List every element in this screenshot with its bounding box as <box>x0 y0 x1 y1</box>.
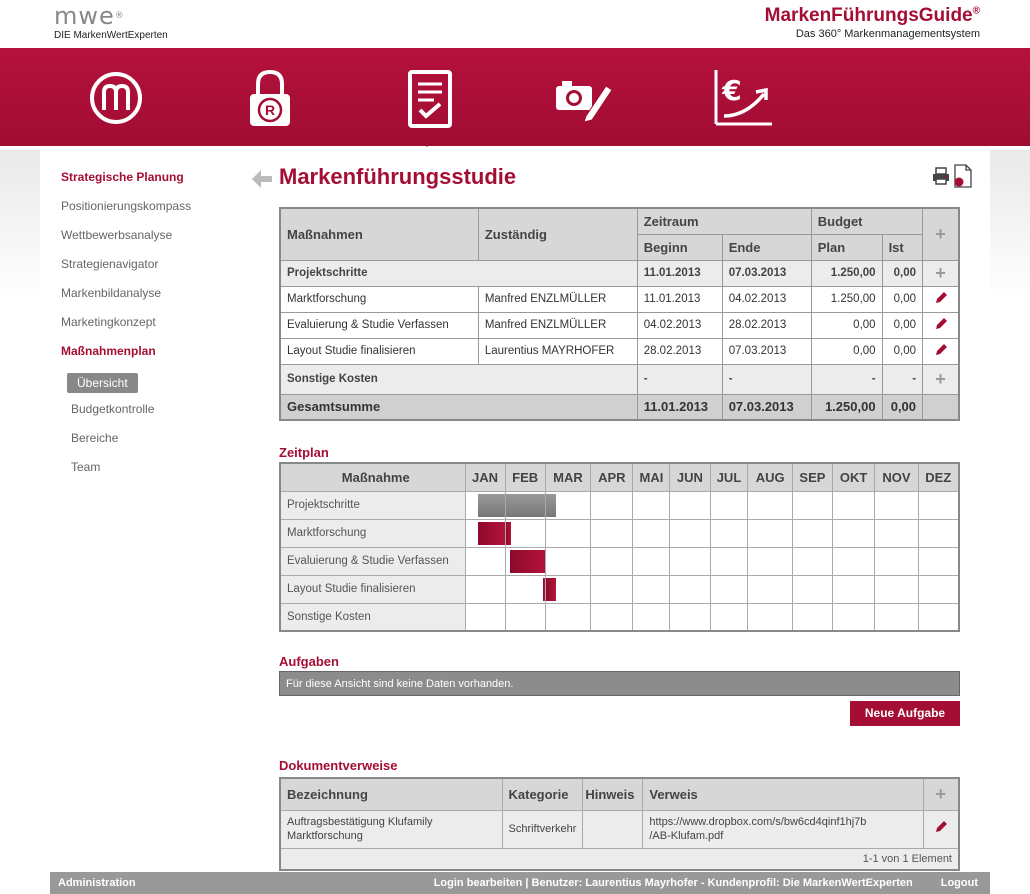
gantt-month-header: APR <box>591 463 633 491</box>
col-kategorie: Kategorie <box>502 778 583 810</box>
gantt-cell <box>792 547 832 575</box>
footer-bar <box>50 872 990 894</box>
gantt-cell <box>748 575 792 603</box>
gantt-month-header: JUL <box>710 463 748 491</box>
registered-lock-icon[interactable] <box>238 66 302 130</box>
col-zeitraum: Zeitraum <box>637 208 811 234</box>
edit-document-button[interactable] <box>923 810 959 848</box>
total-empty-cell <box>923 394 959 420</box>
gantt-bar <box>478 522 505 545</box>
gantt-cell <box>748 519 792 547</box>
row-ende: 07.03.2013 <box>722 338 811 364</box>
gantt-month-header: OKT <box>832 463 874 491</box>
page-title-row <box>251 164 977 194</box>
gantt-cell <box>545 519 590 547</box>
doc-bezeichnung <box>280 810 502 848</box>
doc-kategorie: Schriftverkehr <box>502 810 583 848</box>
pencil-icon <box>934 317 948 331</box>
doc-verweis-line1: https://www.dropbox.com/s/bw6cd4qinf1hj7b <box>649 816 867 828</box>
group-ist: - <box>882 364 922 394</box>
total-row <box>280 394 959 420</box>
gantt-cell <box>918 575 959 603</box>
footer-dash: - <box>697 877 708 889</box>
group-name: Projektschritte <box>280 260 637 286</box>
gantt-cell <box>832 519 874 547</box>
pagination-info: 1-1 von 1 Element <box>280 848 959 870</box>
gantt-cell <box>748 491 792 519</box>
gantt-row <box>280 547 959 575</box>
sidebar-item-strategische-planung[interactable]: Strategische Planung <box>61 170 184 184</box>
print-icon[interactable] <box>931 166 951 186</box>
brand-subtitle: Das 360° Markenmanagementsystem <box>795 28 980 40</box>
plus-icon: + <box>935 369 946 389</box>
doc-bezeichnung-line1: Auftragsbestätigung Klufamily <box>287 816 433 828</box>
document-actions <box>931 164 975 190</box>
gantt-month-header: JAN <box>465 463 505 491</box>
gantt-cell <box>591 547 633 575</box>
gantt-cell <box>832 575 874 603</box>
plus-icon: + <box>935 263 946 283</box>
gantt-cell <box>875 547 918 575</box>
total-label: Gesamtsumme <box>280 394 637 420</box>
table-row <box>280 286 959 312</box>
total-beginn: 11.01.2013 <box>637 394 722 420</box>
gantt-cell <box>505 519 545 547</box>
footer-user-info <box>434 872 978 894</box>
group-row-projektschritte <box>280 260 959 286</box>
gantt-cell <box>670 519 710 547</box>
sidebar-item-massnahmenplan[interactable]: Maßnahmenplan <box>61 344 156 358</box>
gantt-cell <box>591 491 633 519</box>
euro-growth-icon[interactable] <box>710 66 774 130</box>
gantt-cell <box>591 603 633 631</box>
gantt-cell <box>748 603 792 631</box>
gantt-cell <box>670 575 710 603</box>
gantt-cell <box>875 519 918 547</box>
active-subitem-pill: Übersicht <box>67 373 138 393</box>
group-beginn: - <box>637 364 722 394</box>
logo-mark: mwe <box>54 2 115 30</box>
gantt-cell <box>875 491 918 519</box>
plus-icon: + <box>935 784 946 805</box>
total-ende: 07.03.2013 <box>722 394 811 420</box>
pencil-icon <box>934 343 948 357</box>
zeitplan-title: Zeitplan <box>279 445 329 460</box>
edit-row-button[interactable] <box>923 286 959 312</box>
sidebar-item-strategienavigator[interactable]: Strategienavigator <box>61 257 159 271</box>
row-owner: Manfred ENZLMÜLLER <box>478 286 637 312</box>
gantt-cell <box>710 519 748 547</box>
row-beginn: 28.02.2013 <box>637 338 722 364</box>
row-name: Evaluierung & Studie Verfassen <box>280 312 478 338</box>
gantt-month-header: NOV <box>875 463 918 491</box>
gantt-cell <box>505 491 545 519</box>
table-row <box>280 810 959 848</box>
brand-registered: ® <box>972 5 980 17</box>
row-plan: 1.250,00 <box>811 286 882 312</box>
gantt-cell <box>670 547 710 575</box>
camera-pen-icon[interactable] <box>552 66 616 130</box>
gantt-cell <box>465 547 505 575</box>
add-step-button[interactable] <box>923 260 959 286</box>
pdf-icon[interactable] <box>953 164 973 188</box>
gantt-cell <box>545 575 590 603</box>
brand-block <box>765 5 980 40</box>
main-nav <box>0 48 1030 146</box>
doc-verweis-line2: /AB-Klufam.pdf <box>649 830 724 842</box>
gantt-row-label: Evaluierung & Studie Verfassen <box>280 547 465 575</box>
active-nav-pointer <box>417 137 437 147</box>
footer-separator: | <box>522 877 532 889</box>
sidebar-subitem-bereiche[interactable]: Bereiche <box>71 431 119 445</box>
gantt-cell <box>875 603 918 631</box>
login-edit-link[interactable]: Login bearbeiten <box>433 877 523 889</box>
col-hinweis: Hinweis <box>583 778 643 810</box>
row-owner: Laurentius MAYRHOFER <box>478 338 637 364</box>
col-plan: Plan <box>811 234 882 260</box>
back-arrow-icon[interactable] <box>251 168 273 190</box>
row-ist: 0,00 <box>882 338 922 364</box>
group-ist: 0,00 <box>882 260 922 286</box>
gantt-cell <box>465 519 505 547</box>
gantt-row-label: Layout Studie finalisieren <box>280 575 465 603</box>
gantt-bar <box>506 494 545 517</box>
group-name: Sonstige Kosten <box>280 364 637 394</box>
gantt-bar <box>478 494 505 517</box>
row-name: Layout Studie finalisieren <box>280 338 478 364</box>
table-row <box>280 312 959 338</box>
gantt-cell <box>748 547 792 575</box>
pencil-icon <box>934 820 948 834</box>
gantt-cell <box>465 575 505 603</box>
pencil-icon <box>934 291 948 305</box>
measures-table <box>279 207 960 421</box>
gantt-bar <box>506 522 512 545</box>
aufgaben-title: Aufgaben <box>279 654 339 669</box>
row-owner: Manfred ENZLMÜLLER <box>478 312 637 338</box>
gantt-bar <box>546 578 556 601</box>
gantt-cell <box>591 575 633 603</box>
row-name: Marktforschung <box>280 286 478 312</box>
gantt-cell <box>633 575 670 603</box>
gantt-cell <box>633 547 670 575</box>
gantt-cell <box>710 547 748 575</box>
gantt-cell <box>710 575 748 603</box>
gantt-cell <box>670 603 710 631</box>
mwe-logo[interactable] <box>54 4 168 41</box>
gantt-cell <box>505 575 545 603</box>
group-plan: 1.250,00 <box>811 260 882 286</box>
total-ist: 0,00 <box>882 394 922 420</box>
col-ende: Ende <box>722 234 811 260</box>
brand-title: MarkenFührungsGuide <box>764 5 973 26</box>
sidebar-subitem-budgetkontrolle[interactable]: Budgetkontrolle <box>71 402 155 416</box>
gantt-cell <box>792 603 832 631</box>
gantt-cell <box>670 491 710 519</box>
row-beginn: 11.01.2013 <box>637 286 722 312</box>
row-ist: 0,00 <box>882 312 922 338</box>
gantt-table <box>279 462 960 632</box>
gantt-cell <box>918 603 959 631</box>
gantt-cell <box>792 575 832 603</box>
add-cost-button[interactable] <box>923 364 959 394</box>
top-bar <box>40 0 990 48</box>
row-plan: 0,00 <box>811 338 882 364</box>
svg-text:€: € <box>722 74 742 107</box>
col-verweis: Verweis <box>643 778 923 810</box>
sidebar-item-positionierungskompass[interactable]: Positionierungskompass <box>61 199 192 213</box>
documents-table <box>279 777 960 871</box>
gantt-cell <box>633 603 670 631</box>
gantt-cell <box>591 519 633 547</box>
gantt-cell <box>710 491 748 519</box>
col-beginn: Beginn <box>637 234 722 260</box>
gantt-row <box>280 519 959 547</box>
footer-profile: Kundenprofil: Die MarkenWertExperten <box>707 877 913 889</box>
gantt-bar <box>510 550 545 573</box>
dokumente-title: Dokumentverweise <box>279 758 398 773</box>
col-massnahmen: Maßnahmen <box>280 208 478 260</box>
sidebar-item-markenbildanalyse[interactable]: Markenbildanalyse <box>61 286 162 300</box>
gantt-row <box>280 575 959 603</box>
gantt-cell <box>832 491 874 519</box>
group-plan: - <box>811 364 882 394</box>
add-measure-button[interactable] <box>923 208 959 260</box>
gantt-cell <box>918 491 959 519</box>
logo-registered: ® <box>114 11 125 21</box>
col-ist: Ist <box>882 234 922 260</box>
brand-m-icon[interactable] <box>84 66 148 130</box>
gantt-cell <box>792 519 832 547</box>
gantt-cell <box>545 603 590 631</box>
group-row-sonstige-kosten <box>280 364 959 394</box>
add-document-button[interactable] <box>923 778 959 810</box>
gantt-month-header: JUN <box>670 463 710 491</box>
gantt-cell <box>505 547 545 575</box>
doc-bezeichnung-line2: Marktforschung <box>287 830 363 842</box>
gantt-cell <box>505 603 545 631</box>
edit-row-button[interactable] <box>923 338 959 364</box>
gantt-cell <box>465 603 505 631</box>
sidebar-item-marketingkonzept[interactable]: Marketingkonzept <box>61 315 156 329</box>
row-ende: 28.02.2013 <box>722 312 811 338</box>
gantt-cell <box>633 491 670 519</box>
clipboard-check-icon[interactable] <box>398 66 462 130</box>
administration-link[interactable]: Administration <box>58 877 136 889</box>
footer-user: Benutzer: Laurentius Mayrhofer <box>531 877 698 889</box>
gantt-col-header: Maßnahme <box>280 463 465 491</box>
group-ende: - <box>722 364 811 394</box>
col-zustaendig: Zuständig <box>478 208 637 260</box>
gantt-month-header: SEP <box>792 463 832 491</box>
gantt-row-label: Marktforschung <box>280 519 465 547</box>
gantt-cell <box>633 519 670 547</box>
sidebar-item-wettbewerbsanalyse[interactable]: Wettbewerbsanalyse <box>61 228 173 242</box>
gantt-month-header: MAI <box>633 463 670 491</box>
page-title: Markenführungsstudie <box>279 164 517 189</box>
gantt-row-label: Sonstige Kosten <box>280 603 465 631</box>
gantt-cell <box>710 603 748 631</box>
total-plan: 1.250,00 <box>811 394 882 420</box>
sidebar-subitem-uebersicht[interactable] <box>61 373 241 402</box>
gantt-month-header: MAR <box>545 463 590 491</box>
logout-link[interactable]: Logout <box>940 877 978 889</box>
svg-text:R: R <box>264 102 276 118</box>
gantt-cell <box>832 547 874 575</box>
gantt-cell <box>792 491 832 519</box>
table-row <box>280 338 959 364</box>
group-ende: 07.03.2013 <box>722 260 811 286</box>
gantt-row <box>280 603 959 631</box>
logo-subtitle: DIE MarkenWertExperten <box>54 30 168 41</box>
gantt-cell <box>465 491 505 519</box>
new-task-button[interactable]: Neue Aufgabe <box>850 701 960 726</box>
gantt-cell <box>545 491 590 519</box>
gantt-cell <box>832 603 874 631</box>
edit-row-button[interactable] <box>923 312 959 338</box>
doc-verweis-link[interactable] <box>643 810 923 848</box>
doc-hinweis <box>583 810 643 848</box>
gantt-month-header: DEZ <box>918 463 959 491</box>
sidebar-subitem-team[interactable]: Team <box>71 460 101 474</box>
row-ist: 0,00 <box>882 286 922 312</box>
gantt-bar <box>546 494 556 517</box>
row-ende: 04.02.2013 <box>722 286 811 312</box>
row-beginn: 04.02.2013 <box>637 312 722 338</box>
group-beginn: 11.01.2013 <box>637 260 722 286</box>
gantt-month-header: FEB <box>505 463 545 491</box>
col-bezeichnung: Bezeichnung <box>280 778 502 810</box>
col-budget: Budget <box>811 208 922 234</box>
gantt-cell <box>918 519 959 547</box>
gantt-cell <box>545 547 590 575</box>
row-plan: 0,00 <box>811 312 882 338</box>
gantt-cell <box>875 575 918 603</box>
gantt-cell <box>918 547 959 575</box>
gantt-row-label: Projektschritte <box>280 491 465 519</box>
gantt-row <box>280 491 959 519</box>
tasks-empty-message: Für diese Ansicht sind keine Daten vorhanden. <box>279 671 960 696</box>
plus-icon: + <box>935 224 946 245</box>
gantt-month-header: AUG <box>748 463 792 491</box>
sidebar <box>61 170 241 489</box>
